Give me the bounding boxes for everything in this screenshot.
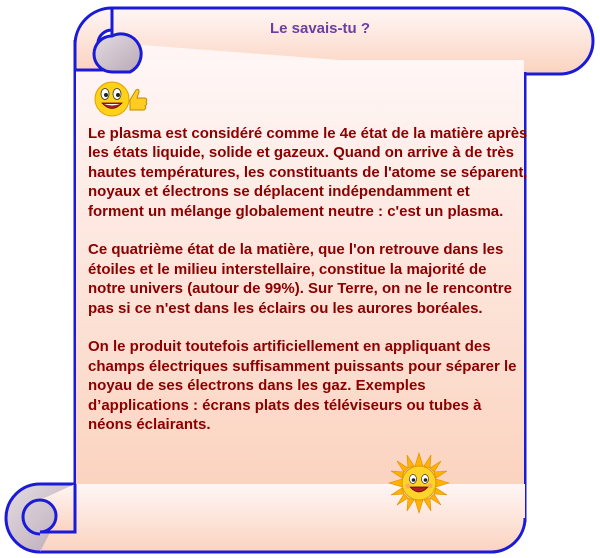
paragraph-1: Le plasma est considéré comme le 4e état de la matière après les états liquide, solide et gazeux. Quand on arrive à de très hautes températures, les constituants de l'atome se séparent, noyaux et électrons se déplacent indépendamment et forment un mélange globalement neutre : c'est un plasma. xyxy=(88,125,528,220)
title: Le savais-tu ? xyxy=(269,20,371,37)
paragraph-2: Ce quatrième état de la matière, que l'on retrouve dans les étoiles et le milieu interstellaire, constitue la majorité de notre univers (autour de 99%). Sur Terre, on ne le rencontre pas si ce n'est dans les éclairs ou les aurores boréales. xyxy=(88,241,512,317)
body-text xyxy=(88,124,528,454)
paragraph-3: On le produit toutefois artificiellement en appliquant des champs électriques suffisamment puissants pour séparer le noyau de ses électrons dans les gaz. Exemples d’applications : écrans plats des téléviseurs ou tubes à néons éclairants. xyxy=(88,338,517,434)
smiling-sun-icon xyxy=(388,452,450,514)
thumbs-up-smiley-icon xyxy=(92,78,150,120)
